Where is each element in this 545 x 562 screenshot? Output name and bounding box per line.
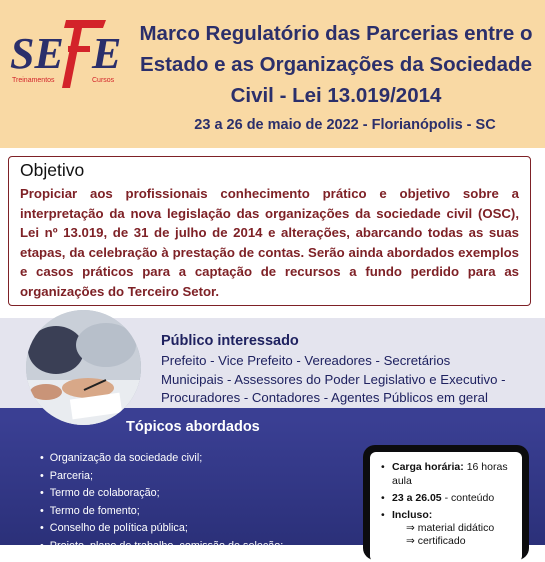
objective-title: Objetivo <box>20 160 85 180</box>
audience-line-1: Prefeito - Vice Prefeito - Vereadores - Secretários <box>161 353 451 368</box>
audience-title: Público interessado <box>161 333 299 349</box>
incluso-item: ⇒ material didático <box>406 522 495 534</box>
sefe-logo <box>8 18 136 90</box>
topics-list <box>40 450 340 556</box>
meeting-photo <box>26 310 141 425</box>
topic-item: • Parceria; <box>40 468 340 486</box>
incluso-item: ⇒ certificado <box>406 535 466 547</box>
title-line-3: Civil - Lei 13.019/2014 <box>230 84 442 107</box>
topic-item: • Termo de colaboração; <box>40 485 340 503</box>
info-periodo <box>378 491 518 505</box>
svg-text:Cursos: Cursos <box>92 77 115 84</box>
title-line-1: Marco Regulatório das Parcerias entre o <box>139 22 533 45</box>
audience-text <box>161 352 541 408</box>
topic-item: • Projeto, plano de trabalho, comissão de seleção; <box>40 538 340 556</box>
svg-text:E: E <box>92 29 122 78</box>
topic-item: • Organização da sociedade civil; <box>40 450 340 468</box>
topic-item: • Termo de fomento; <box>40 503 340 521</box>
carga-label: Carga horária: <box>392 461 464 473</box>
topics-title: Tópicos abordados <box>126 419 260 435</box>
page-title <box>132 18 540 111</box>
topic-item: • Conselho de política pública; <box>40 520 340 538</box>
svg-text:SE: SE <box>10 29 64 78</box>
info-carga <box>378 460 518 488</box>
svg-text:Treinamentos: Treinamentos <box>12 77 55 84</box>
inclusos-label: Incluso: <box>392 509 433 521</box>
carga-value: 16 horas aula <box>392 461 508 487</box>
periodo-value: - conteúdo <box>444 492 495 504</box>
objective-text: Propiciar aos profissionais conhecimento prático e objetivo sobre a interpretação da nova legislação das organizações da sociedade civil (OSC), Lei nº 13.019, de 31 de julho de 2014 e alterações, abarcando todas as suas etapas, da celebração à prestação de contas. Serão ainda abordados exemplos e casos práticos para a captação de recursos a fundo perdido para as organizações do Terceiro Setor. <box>20 186 519 299</box>
info-inclusos <box>378 508 518 548</box>
audience-line-3: Procuradores - Contadores - Agentes Públicos em geral <box>161 390 488 405</box>
audience-line-2: Municipais - Assessores do Poder Legislativo e Executivo - <box>161 371 506 387</box>
course-info-list <box>378 460 518 551</box>
event-dates: 23 a 26 de maio de 2022 - Florianópolis - SC <box>194 117 496 133</box>
periodo-label: 23 a 26.05 <box>392 492 442 504</box>
title-line-2: Estado e as Organizações da Sociedade <box>140 53 532 76</box>
